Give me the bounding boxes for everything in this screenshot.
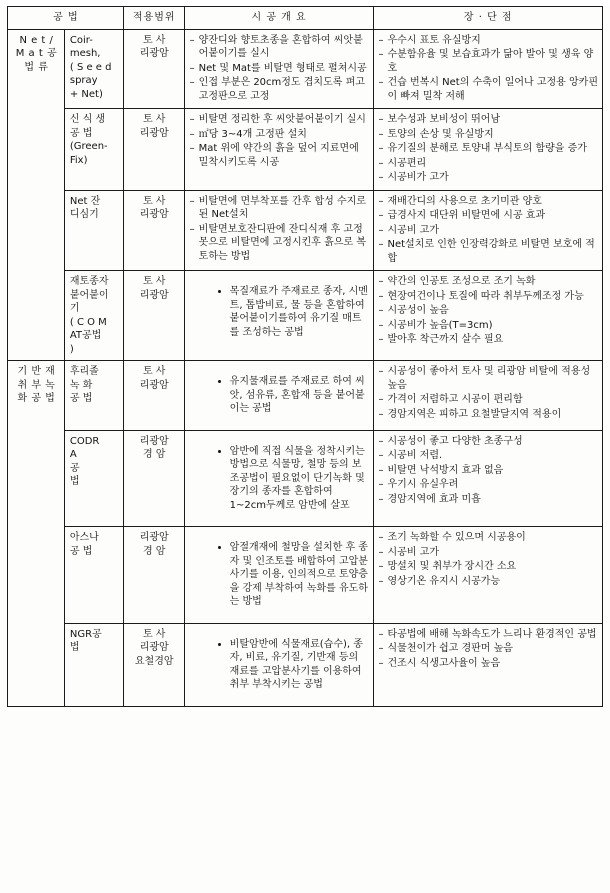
col-header-outline: 시 공 개 요 (184, 7, 373, 30)
merit-item: – 현장여건이나 토질에 따라 취부두께조정 가능 (379, 290, 599, 304)
method-name-cell: 신 식 생 공 법 (Green- Fix) (64, 109, 123, 191)
outline-item: – Mat 위에 약간의 흙을 덮어 지료면에 밀착시키도록 시공 (190, 142, 369, 169)
construction-outline-cell (184, 29, 373, 109)
outline-item: • 비탈암반에 식물재료(습수), 종자, 비료, 유기질, 기반재 등의 재료를 고압분사기를 이용하여 취부 부착시키는 공법 (230, 638, 369, 692)
merit-item: – 시공성이 높음 (379, 304, 599, 318)
application-scope-cell: 토 사 리광암 (123, 29, 184, 109)
merit-item: – 수분함유율 및 보습효과가 닮아 발아 및 생육 양호 (379, 48, 599, 75)
application-scope-cell: 토 사 리광암 (123, 190, 184, 271)
merit-item: – 건조시 식생고사율이 높음 (379, 657, 599, 671)
merit-item: – 재배간디의 사용으로 초기미관 양호 (379, 195, 599, 209)
construction-method-table (7, 6, 603, 707)
merit-item: – 우수시 표토 유실방지 (379, 34, 599, 48)
col-header-merits: 장 · 단 점 (373, 7, 603, 30)
method-name-cell: 아스나 공 법 (64, 527, 123, 624)
outline-item: – 양잔디와 향토초종을 혼합하여 씨앗붙어붙이기를 실시 (190, 34, 369, 61)
construction-outline-cell (184, 109, 373, 191)
merits-demerits-cell (373, 430, 603, 527)
document-page (0, 6, 610, 893)
table-body (8, 29, 603, 706)
col-header-scope: 적용범위 (123, 7, 184, 30)
table-row (8, 623, 603, 706)
application-scope-cell: 리광암 경 암 (123, 527, 184, 624)
merit-item: – 시공성이 좋아서 토사 및 리광암 비탈에 적용성 높음 (379, 365, 599, 392)
construction-outline-cell (184, 430, 373, 527)
table-row (8, 430, 603, 527)
merit-item: – 급경사지 대단위 비탈면에 시공 효과 (379, 209, 599, 223)
method-name-cell: Net 잔 디심기 (64, 190, 123, 271)
outline-item: – 비탈면에 면부착포를 간후 합성 수지로 된 Net설치 (190, 195, 369, 222)
merit-item: – 경암지역은 피하고 요철발달지역 적용이 (379, 408, 599, 422)
construction-outline-cell (184, 623, 373, 706)
merit-item: – 시공비 고가 (379, 224, 599, 238)
merit-item: – 시공비가 고가 (379, 171, 599, 185)
col-header-method: 공 법 (8, 7, 124, 30)
method-name-cell: NGR공 법 (64, 623, 123, 706)
merit-item: – 발아후 착근까지 살수 필요 (379, 333, 599, 347)
method-name-cell: 후리졸 녹 화 공 법 (64, 361, 123, 431)
method-group-cell: N e t / M a t 공 법 류 (8, 29, 65, 361)
merit-item: – 식물천이가 쉽고 경판머 높음 (379, 642, 599, 656)
merits-demerits-cell (373, 361, 603, 431)
merit-item: – 시공성이 좋고 다양한 초종구성 (379, 435, 599, 449)
construction-outline-cell (184, 271, 373, 361)
merit-item: – 영상기온 유지시 시공가능 (379, 575, 599, 589)
application-scope-cell: 토 사 리광암 (123, 361, 184, 431)
merit-item: – 시공비 저렴. (379, 449, 599, 463)
merit-item: – 건습 번복시 Net의 수축이 일어나 고정용 앙카핀이 빠져 밀착 저해 (379, 76, 599, 103)
table-row (8, 361, 603, 431)
table-row (8, 271, 603, 361)
merit-item: – 시공편리 (379, 157, 599, 171)
merit-item: – 우기시 유실우려 (379, 478, 599, 492)
merit-item: – 경암지역에 효과 미흡 (379, 493, 599, 507)
outline-item: • 암반에 직접 식물을 정착시키는 방법으로 식물망, 철망 등의 보조공법이 필요없이 단기녹화 및 장기의 종자를 혼합하여 1~2cm두께로 암반에 살포 (230, 445, 369, 513)
merit-item: – 가격이 저렴하고 시공이 편리함 (379, 393, 599, 407)
merit-item: – Net설치로 인한 인장력강화로 비탈면 보호에 적합 (379, 238, 599, 265)
outline-item: – 인접 부분은 20cm정도 겹치도록 펴고 고정판으로 고정 (190, 76, 369, 103)
merits-demerits-cell (373, 623, 603, 706)
table-row (8, 190, 603, 271)
merits-demerits-cell (373, 271, 603, 361)
construction-outline-cell (184, 527, 373, 624)
merits-demerits-cell (373, 109, 603, 191)
table-header-row (8, 7, 603, 30)
merit-item: – 조기 녹화할 수 있으며 시공용이 (379, 531, 599, 545)
outline-item: – ㎡당 3~4개 고정판 설치 (190, 128, 369, 142)
merit-item: – 타공법에 배해 녹화속도가 느리나 환경적인 공법 (379, 628, 599, 642)
merit-item: – 유기질의 분해로 토양내 부식토의 함량을 증가 (379, 142, 599, 156)
method-name-cell: CODR A 공 법 (64, 430, 123, 527)
merit-item: – 보수성과 보비성이 뛰어남 (379, 113, 599, 127)
outline-item: – 비탈면보호잔디판에 잔디식재 후 고정못으로 비탈면에 고정시킨후 흙으로 복토하는 방법 (190, 223, 369, 264)
merit-item: – 약간의 인공토 조성으로 조기 녹화 (379, 275, 599, 289)
application-scope-cell: 토 사 리광암 (123, 271, 184, 361)
application-scope-cell: 토 사 리광암 요철경암 (123, 623, 184, 706)
merits-demerits-cell (373, 190, 603, 271)
method-name-cell: 재토종자 붙어붙이 기 ( C O M AT공법 ) (64, 271, 123, 361)
outline-item: – Net 및 Mat를 비탈면 형태로 펼쳐시공 (190, 62, 369, 76)
merit-item: – 망설치 및 취부가 장시간 소요 (379, 560, 599, 574)
outline-item: – 비탈면 정리한 후 씨앗붙어붙이기 실시 (190, 113, 369, 127)
construction-outline-cell (184, 361, 373, 431)
table-row (8, 109, 603, 191)
merit-item: – 시공비 고가 (379, 546, 599, 560)
construction-outline-cell (184, 190, 373, 271)
merit-item: – 비탈면 낙석방지 효과 없음 (379, 464, 599, 478)
table-row (8, 29, 603, 109)
outline-item: • 목질재료가 주재료로 종자, 시멘트, 톱밥비료, 물 등을 혼합하여 붙어붙이기를하여 유기질 매트를 조성하는 공법 (230, 285, 369, 339)
merits-demerits-cell (373, 527, 603, 624)
merits-demerits-cell (373, 29, 603, 109)
table-row (8, 527, 603, 624)
merit-item: – 토양의 손상 및 유실방지 (379, 128, 599, 142)
outline-item: • 유지물재료를 주재료로 하여 씨앗, 섬유류, 혼합재 등을 붙어붙이는 공법 (230, 375, 369, 416)
application-scope-cell: 토 사 리광암 (123, 109, 184, 191)
outline-item: • 암절개재에 철망을 설치한 후 종자 및 인조토를 배합하여 고압분사기를 이용, 인의적으로 토양층을 강제 부착하여 녹화를 유도하는 방법 (230, 541, 369, 609)
method-group-cell: 기 반 재 취 부 녹 화 공 법 (8, 361, 65, 707)
application-scope-cell: 리광암 경 암 (123, 430, 184, 527)
method-name-cell: Coir- mesh, ( S e e d spray + Net) (64, 29, 123, 109)
table-header (8, 7, 603, 30)
merit-item: – 시공비가 높음(T=3cm) (379, 319, 599, 333)
